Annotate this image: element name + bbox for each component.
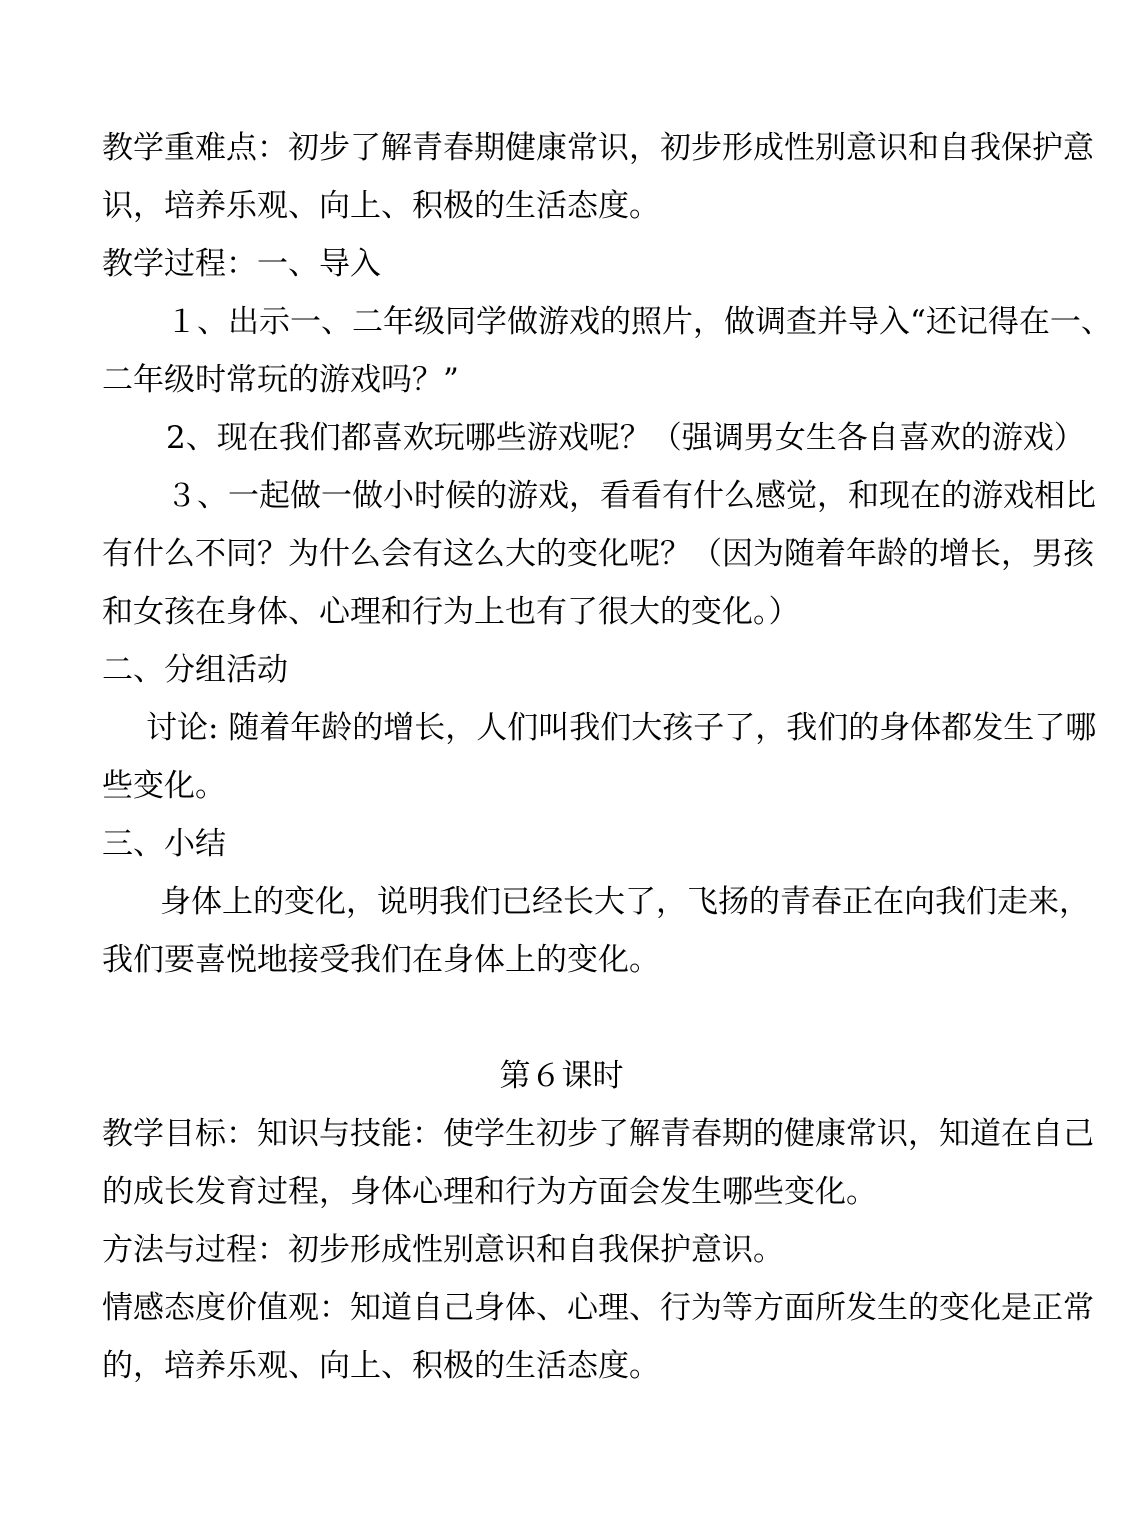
paragraph-line: 2、现在我们都喜欢玩哪些游戏呢？（强调男女生各自喜欢的游戏） [166, 420, 1085, 456]
paragraph-line: ３、一起做一做小时候的游戏，看看有什么感觉，和现在的游戏相比 [166, 478, 1096, 514]
paragraph-line: 方法与过程：初步形成性别意识和自我保护意识。 [102, 1232, 784, 1268]
paragraph-line: 我们要喜悦地接受我们在身体上的变化。 [102, 942, 660, 978]
section-heading: 二、分组活动 [102, 652, 288, 688]
section-heading: 教学过程：一、导入 [102, 246, 381, 282]
paragraph-line: 讨论: 随着年龄的增长，人们叫我们大孩子了，我们的身体都发生了哪 [146, 710, 1097, 746]
paragraph-line: 些变化。 [102, 768, 226, 804]
paragraph-line: 身体上的变化，说明我们已经长大了，飞扬的青春正在向我们走来， [160, 884, 1090, 920]
paragraph-line: 二年级时常玩的游戏吗？” [102, 362, 459, 398]
paragraph-line: 识，培养乐观、向上、积极的生活态度。 [102, 188, 660, 224]
paragraph-line: 教学目标：知识与技能：使学生初步了解青春期的健康常识，知道在自己 [102, 1116, 1094, 1152]
lesson-title: 第６课时 [499, 1058, 624, 1094]
paragraph-line: 和女孩在身体、心理和行为上也有了很大的变化。） [102, 594, 800, 630]
paragraph-line: 教学重难点：初步了解青春期健康常识，初步形成性别意识和自我保护意 [102, 130, 1094, 166]
paragraph-line: 的成长发育过程，身体心理和行为方面会发生哪些变化。 [102, 1174, 877, 1210]
section-heading: 三、小结 [102, 826, 226, 862]
paragraph-line: 的，培养乐观、向上、积极的生活态度。 [102, 1348, 660, 1384]
paragraph-line: １、出示一、二年级同学做游戏的照片，做调查并导入“还记得在一、 [166, 304, 1112, 340]
paragraph-line: 情感态度价值观：知道自己身体、心理、行为等方面所发生的变化是正常 [102, 1290, 1094, 1326]
paragraph-line: 有什么不同？为什么会有这么大的变化呢？（因为随着年龄的增长，男孩 [102, 536, 1094, 572]
